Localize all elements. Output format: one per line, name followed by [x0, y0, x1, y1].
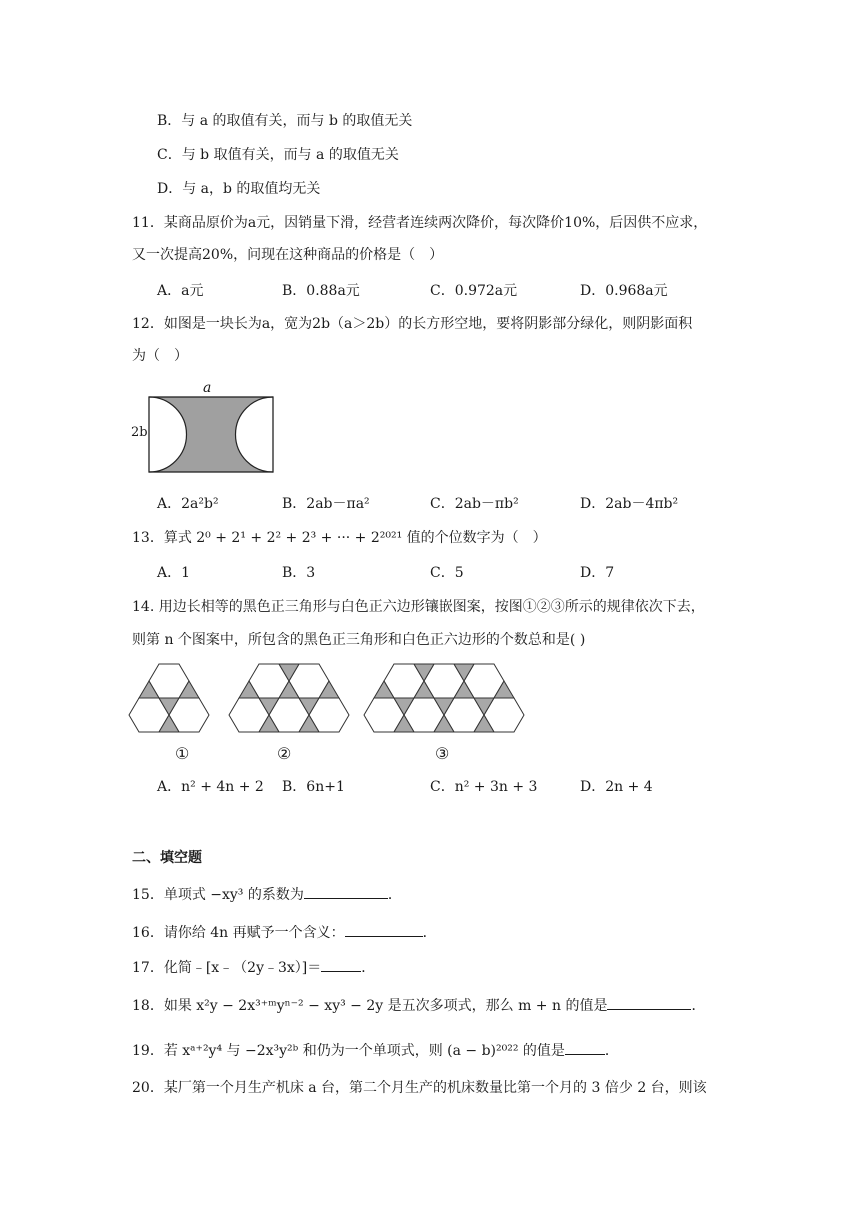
q14-fig-label-3: ③ [435, 744, 450, 763]
q15-stem: 15．单项式 −xy³ 的系数为 ． [132, 884, 402, 905]
q14-fig-label-1: ① [175, 744, 190, 763]
q12-fig-label-2b: 2b [131, 425, 148, 440]
q13-option-d: D．7 [580, 565, 615, 581]
q12-option-a: A．2a²b² [157, 496, 219, 512]
q14-option-b: B．6n+1 [282, 779, 345, 795]
q12-option-d: D．2ab－4πb² [580, 496, 679, 512]
q10-option-c: C．与 b 取值有关，而与 a 的取值无关 [157, 147, 399, 163]
q16-answer-blank[interactable] [345, 922, 423, 937]
q11-option-b: B．0.88a元 [282, 283, 360, 299]
q19-answer-blank[interactable] [565, 1040, 605, 1055]
q20-stem: 20．某厂第一个月生产机床 a 台，第二个月生产的机床数量比第一个月的 3 倍少 2 台，则该 [132, 1080, 707, 1096]
q13-option-a: A．1 [157, 565, 191, 581]
q18-stem: 18．如果 x²y − 2x³⁺ᵐyⁿ⁻² − xy³ − 2y 是五次多项式，那么 m + n 的值是 ． [132, 995, 705, 1016]
q11-stem-line2: 又一次提高20%，问现在这种商品的价格是（ ） [132, 247, 444, 263]
q12-stem-line2: 为（ ） [132, 348, 188, 364]
q12-stem-line1: 12．如图是一块长为a，宽为2b（a＞2b）的长方形空地，要将阴影部分绿化，则阴影面积 [132, 316, 693, 332]
q17-stem: 17．化简﹣[x﹣（2y﹣3x）]＝ ． [132, 957, 375, 978]
q14-option-c: C．n² + 3n + 3 [430, 779, 538, 795]
q16-stem: 16．请你给 4n 再赋予一个含义： ． [132, 922, 437, 943]
q14-pattern-1 [128, 660, 210, 734]
q19-stem: 19．若 xᵃ⁺²y⁴ 与 −2x³y²ᵇ 和仍为一个单项式，则 (a − b)²⁰²² 的值是 ． [132, 1040, 619, 1061]
q10-option-b: B．与 a 的取值有关，而与 b 的取值无关 [157, 113, 413, 129]
q14-stem-line2: 则第 n 个图案中，所包含的黑色正三角形和白色正六边形的个数总和是( ) [132, 632, 586, 648]
q13-option-b: B．3 [282, 565, 316, 581]
q18-answer-blank[interactable] [607, 995, 691, 1010]
section-title-fill-in: 二、填空题 [132, 850, 202, 866]
q11-stem-line1: 11．某商品原价为a元，因销量下滑，经营者连续两次降价，每次降价10%，后因供不应求， [132, 215, 708, 231]
q14-option-a: A．n² + 4n + 2 [157, 779, 264, 795]
q12-option-b: B．2ab－πa² [282, 496, 370, 512]
q12-fig-label-a: a [203, 380, 212, 396]
q11-option-d: D．0.968a元 [580, 283, 668, 299]
q14-stem-line1: 14. 用边长相等的黑色正三角形与白色正六边形镶嵌图案，按图①②③所示的规律依次下去， [132, 599, 705, 615]
q14-fig-label-2: ② [277, 744, 292, 763]
q11-option-a: A．a元 [157, 283, 204, 299]
q11-option-c: C．0.972a元 [430, 283, 518, 299]
q13-stem: 13．算式 2⁰ + 2¹ + 2² + 2³ + ··· + 2²⁰²¹ 值的个位数字为（ ） [132, 530, 547, 546]
q15-answer-blank[interactable] [304, 884, 388, 899]
q17-answer-blank[interactable] [321, 957, 361, 972]
q10-option-d: D．与 a，b 的取值均无关 [157, 181, 321, 197]
q14-pattern-2 [228, 660, 350, 734]
q13-option-c: C．5 [430, 565, 464, 581]
q14-option-d: D．2n + 4 [580, 779, 653, 795]
q12-option-c: C．2ab－πb² [430, 496, 519, 512]
q14-pattern-3 [363, 660, 525, 734]
